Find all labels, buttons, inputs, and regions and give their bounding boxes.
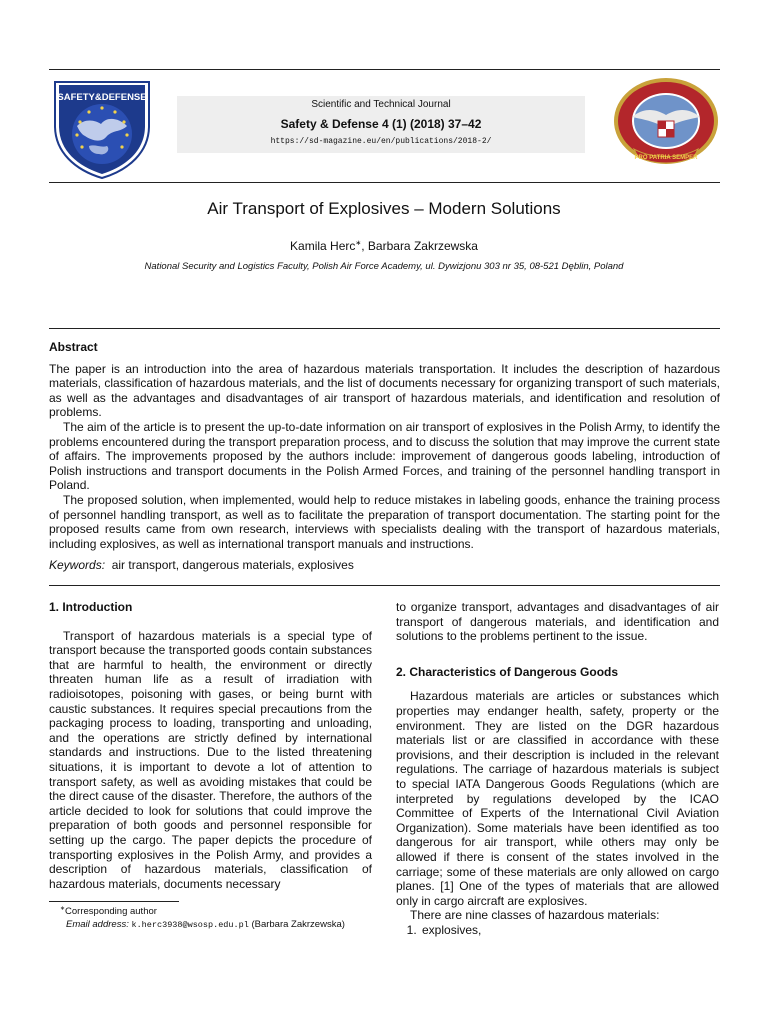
abstract-section (49, 340, 720, 551)
corresponding-mark: ∗ (355, 240, 362, 247)
affiliation: National Security and Logistics Faculty, Polish Air Force Academy, ul. Dywizjonu 303 nr 35, 08-521 Dęblin, Poland (144, 261, 624, 272)
journal-name: Safety & Defense 4 (1) (2018) 37–42 (280, 117, 482, 131)
section-2-heading: 2. Characteristics of Dangerous Goods (396, 664, 619, 679)
footnote-label: Corresponding author (65, 906, 157, 918)
abstract-top-rule (49, 328, 720, 329)
abstract-bottom-rule (49, 585, 720, 586)
academy-seal-logo (612, 77, 720, 172)
footnote-rule (49, 901, 179, 902)
hazard-classes-list (396, 923, 719, 938)
email-name: (Barbara Zakrzewska) (251, 919, 345, 931)
abstract-paragraph-2: The aim of the article is to present the up-to-date information on air transport of explosives in the Polish Army, to identify the problems encountered during the transport preparation process, and to discuss the solution that may improve the current state of affairs. The improvements proposed by the authors include: improvement of dangerous goods labeling, introduction of Polish instructions and transport documents in the Polish Armed Forces, and training of the personnel handling transport in Poland. (49, 419, 720, 493)
abstract-paragraph-1: The paper is an introduction into the area of hazardous materials transportation. It includes the description of hazardous materials, classification of hazardous materials, and the list of documents necessary for organizing transport of such materials, as well as the advantages and disadvantages of air transport of hazardous materials, and identification and resolution of problems. (49, 361, 720, 420)
left-column (49, 600, 372, 891)
header-bottom-rule (49, 182, 720, 183)
journal-url[interactable]: https://sd-magazine.eu/en/publications/2018-2/ (270, 137, 492, 146)
right-column (396, 600, 719, 937)
section-1-heading: 1. Introduction (49, 600, 133, 614)
abstract-paragraph-3: The proposed solution, when implemented, would help to reduce mistakes in labeling goods, enhance the training process of personnel handling transport, as well as to facilitate the preparation of transport documentation. The starting point for the proposed results came from own research, interviews with specialists dealing with the transport of hazardous materials, including explosives, as well as international transport manuals and instructions. (49, 492, 720, 551)
section-2-paragraph-2: There are nine classes of hazardous materials: (410, 908, 660, 923)
intro-paragraph-1: Transport of hazardous materials is a special type of transport because the transported goods contain substances that are harmful to health, the environment or directly threaten human life as a result of irradiation with radioisotopes, poisoning with gases, or being burnt with caustic substances. It requires special precautions from the packaging process to loading, transporting and unloading, and the operations are strictly defined by international standards and instructions. Due to the listed threatening situations, it is important to devote a lot of attention to transport safety, as well as avoiding mistakes that could be the direct cause of the disaster. Therefore, the authors of the article decided to look for solutions that could improve the preparation of both goods and personnel responsible for setting up the cargo. The paper depicts the procedure of transporting explosives in the Polish Army, and provides a description of hazardous materials, classification of hazardous materials, documents necessary (49, 628, 372, 891)
footnote-mark: ∗ (60, 906, 66, 912)
email-label: Email address: (66, 919, 129, 931)
abstract-heading: Abstract (49, 340, 98, 354)
authors (0, 239, 768, 253)
left-logo-label: SAFETY&DEFENSE (57, 92, 147, 103)
list-item: 1. explosives, (420, 923, 719, 938)
keywords-list: air transport, dangerous materials, explosives (111, 558, 354, 572)
footnote (60, 903, 345, 932)
keywords-line (49, 558, 354, 572)
intro-paragraph-1-continued: to organize transport, advantages and disadvantages of air transport of dangerous materials, and identification and solutions to the problems pertinent to the issue. (396, 600, 719, 644)
right-logo-motto: PRO PATRIA SEMPER (634, 155, 698, 161)
journal-info-box (177, 96, 585, 153)
article-title: Air Transport of Explosives – Modern Solutions (207, 199, 561, 218)
author-barbara-zakrzewska[interactable]: , Barbara Zakrzewska (361, 239, 478, 253)
author-kamila-herc[interactable]: Kamila Herc (290, 239, 356, 253)
section-2-paragraph-1: Hazardous materials are articles or substances which properties may endanger health, safety, property or the environment. They are listed on the DGR hazardous materials list or are classified in accordance with these provisions, and their description is included in the relevant regulations. The carriage of hazardous materials is subject to special IATA Dangerous Goods Regulations (which are interpreted by regulations developed by the ICAO Committee of Experts of the International Civil Aviation Organization). Some materials have been identified as too dangerous for air transport, while others may only be allowed if there is consent of the states involved in the carriage; some of these materials are only allowed on cargo planes. [1] One of the types of materials that are allowed only in cargo aircraft are explosives. (396, 689, 719, 908)
journal-type: Scientific and Technical Journal (311, 99, 451, 110)
top-rule (49, 69, 720, 70)
safety-defense-logo (49, 74, 155, 180)
keywords-label: Keywords: (49, 558, 106, 572)
email-link[interactable]: k.herc3938@wsosp.edu.pl (131, 920, 249, 931)
